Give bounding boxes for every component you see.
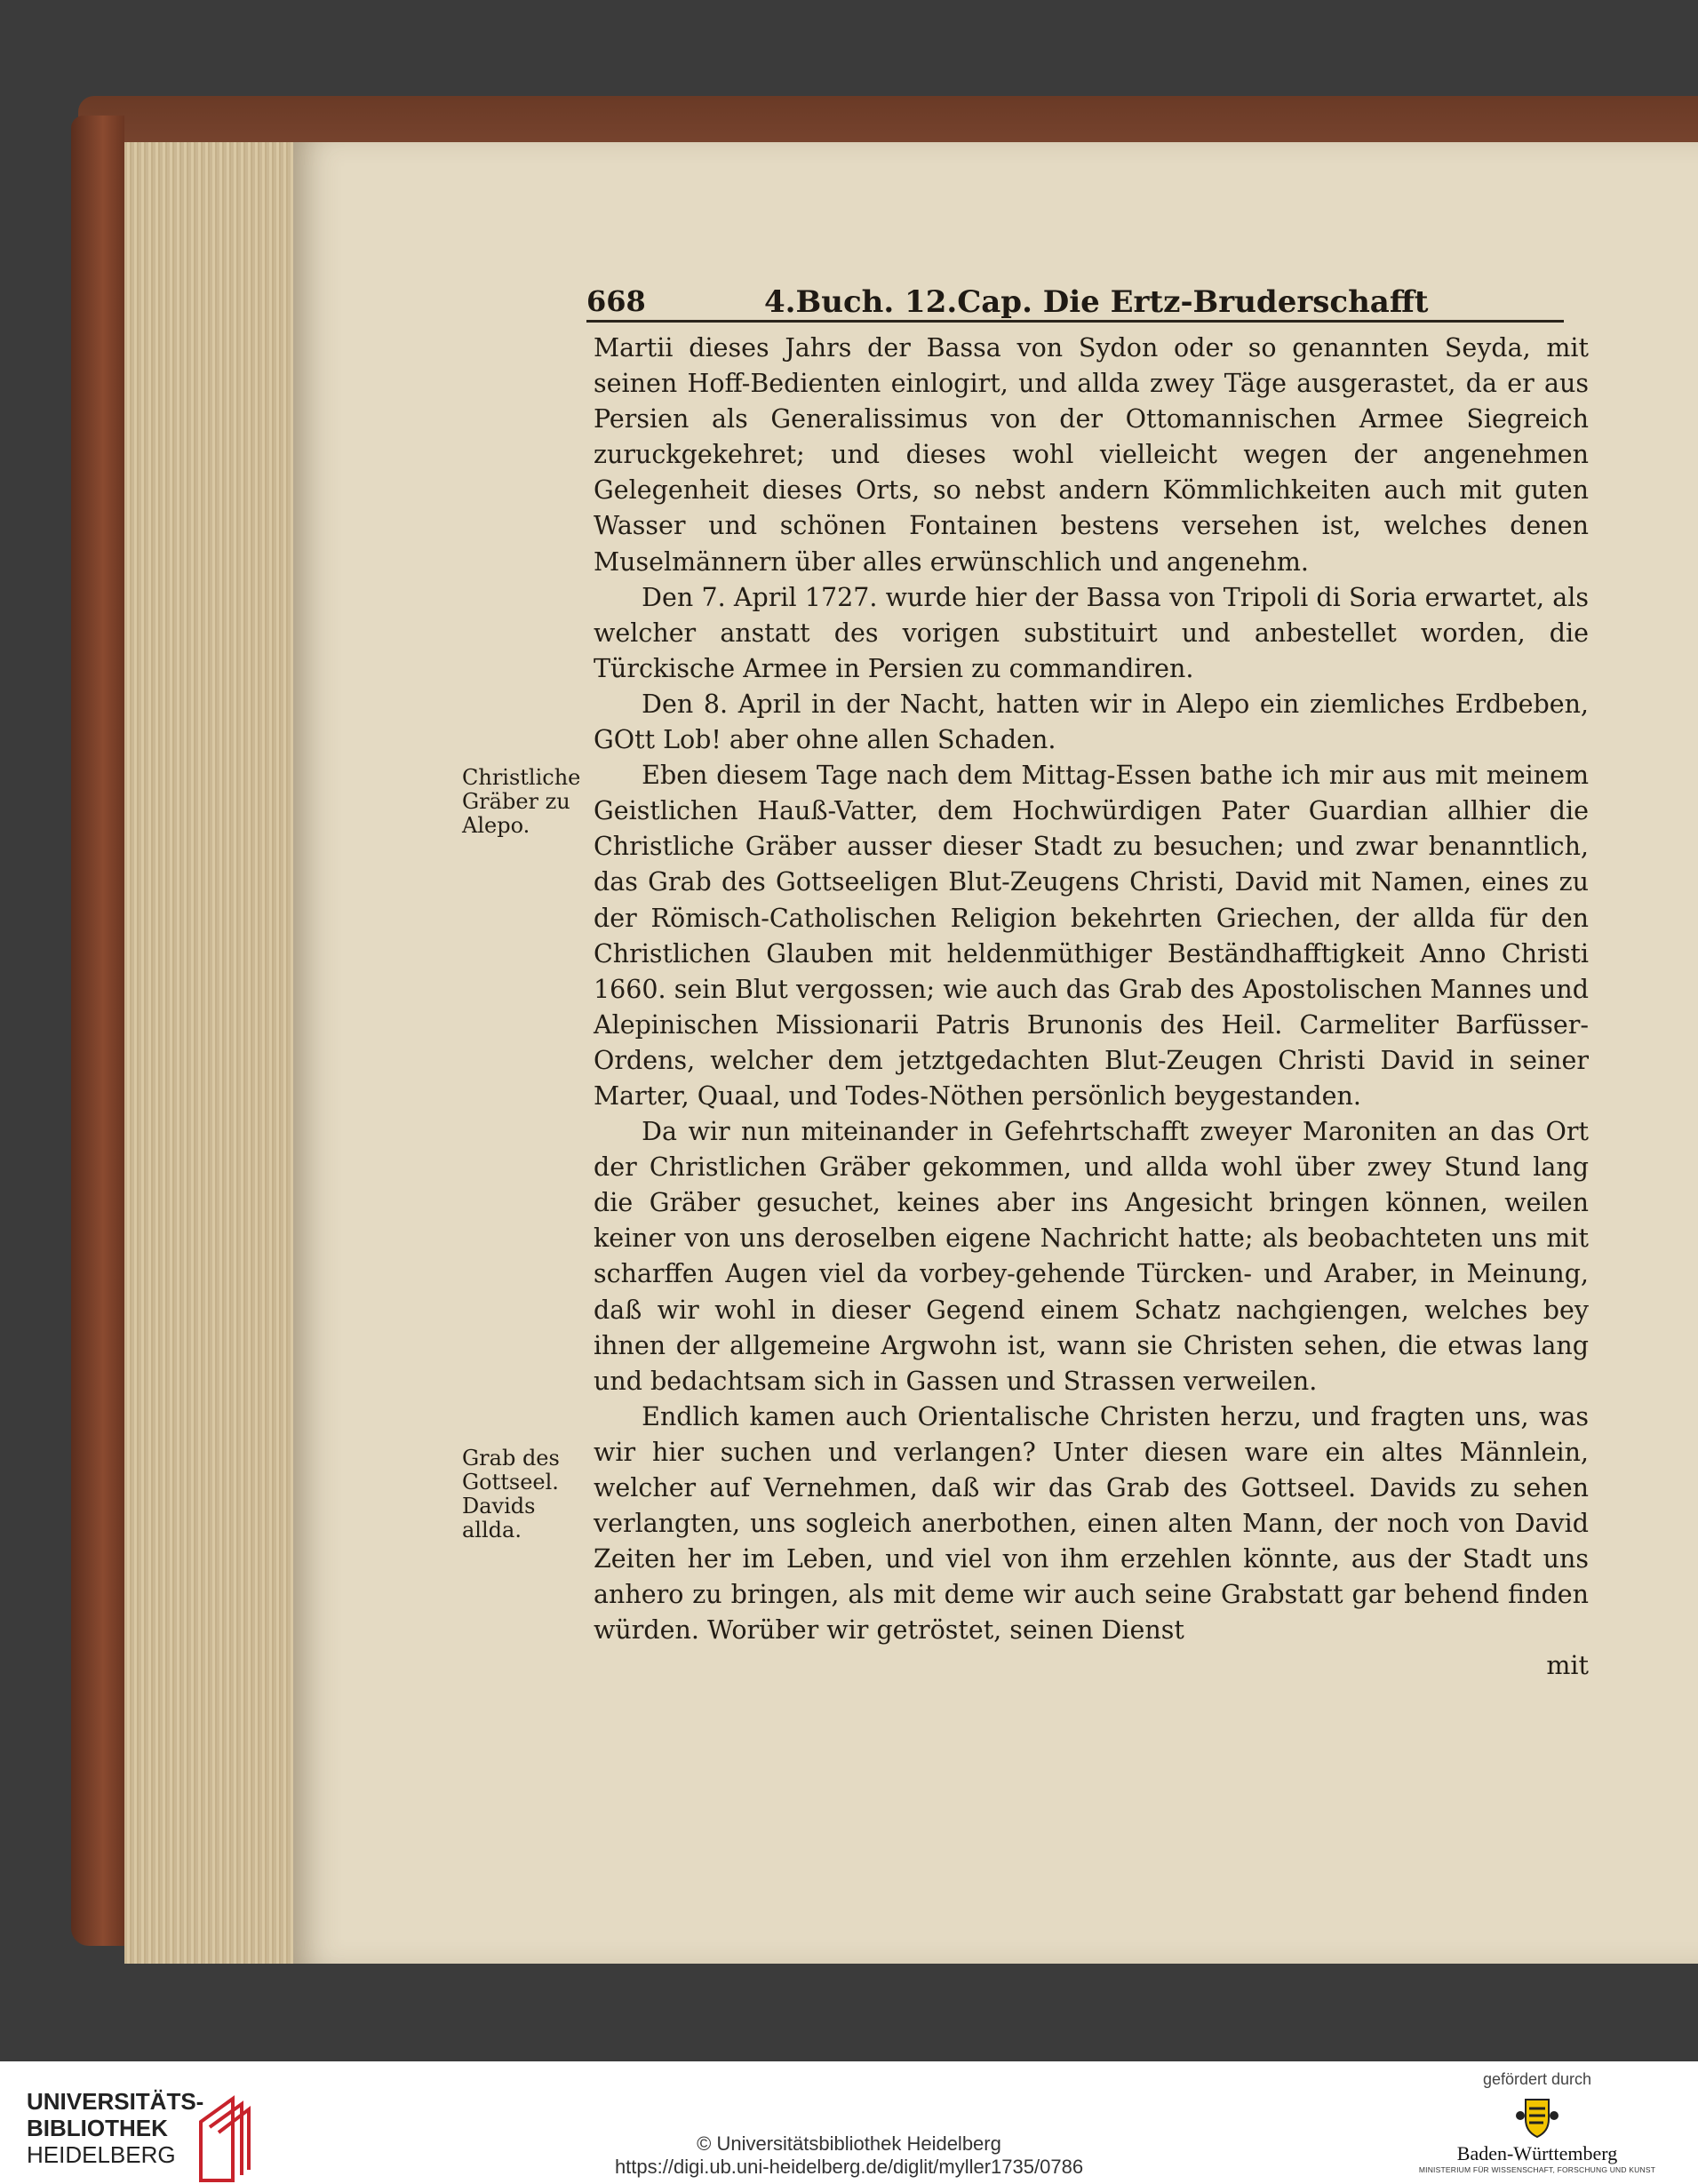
margin-note: Christliche Gräber zu Alepo.: [462, 765, 581, 838]
coat-of-arms-icon: [1513, 2092, 1561, 2140]
footer-bar: [0, 2061, 1698, 2184]
page-number: 668: [586, 284, 646, 318]
funded-by-label: gefördert durch: [1482, 2070, 1592, 2088]
catchword: mit: [1546, 1651, 1589, 1681]
permalink-url[interactable]: https://digi.ub.uni-heidelberg.de/diglit/myller1735/0786: [614, 2156, 1084, 2178]
paragraph: Da wir nun miteinander in Gefehrtschafft zweyer Maroniten an das Ort der Christlichen Gräber gekommen, und allda wohl über zwey Stund lang die Gräber gesuchet, keines aber ins Angesicht bringen können, weilen keiner von uns deroselben eigene Nachricht hatte; als beobachteten uns mit scharffen Augen viel da vorbey-gehende Türcken- und Araber, in Meinung, daß wir wohl in dieser Gegend einem Schatz nachgiengen, welches bey ihnen der allgemeine Argwohn ist, wann sie Christen sehen, die etwas lang und bedachtsam sich in Gassen und Strassen verweilen.: [594, 1117, 1589, 1396]
body-text: [594, 331, 1589, 1685]
funder-name: Baden-Württemberg: [1456, 2142, 1618, 2164]
paragraph: Eben diesem Tage nach dem Mittag-Essen bathe ich mir aus mit meinem Geistlichen Hauß-Vatter, dem Hochwürdigen Pater Guardian allhier die Christliche Gräber ausser dieser Stadt zu besuchen; und zwar benanntlich, das Grab des Gottseeligen Blut-Zeugens Christi, David mit Namen, eines zu der Römisch-Catholischen Religion bekehrten Griechen, der allda für den Christlichen Glauben mit heldenmüthiger Beständhafftigkeit Anno Christi 1660. sein Blut vergossen; wie auch das Grab des Apostolischen Mannes und Alepinischen Missionarii Patris Brunonis des Heil. Carmeliter Barfüsser-Ordens, welcher dem jetztgedachten Blut-Zeugen Christi David in seiner Marter, Quaal, und Todes-Nöthen persönlich beygestanden.: [594, 761, 1589, 1111]
funding-block: [1404, 2070, 1670, 2174]
margin-note: Grab des Gottseel. Davids allda.: [462, 1446, 560, 1542]
header-rule: [586, 320, 1564, 323]
library-line: HEIDELBERG: [27, 2141, 176, 2168]
page-edges: [124, 142, 302, 1964]
paragraph: Den 8. April in der Nacht, hatten wir in Alepo ein ziemliches Erdbeben, GOtt Lob! aber ohne allen Schaden.: [594, 689, 1589, 755]
paragraph: Martii dieses Jahrs der Bassa von Sydon oder so genannten Seyda, mit seinen Hoff-Bedienten einlogirt, und allda zwey Täge ausgerastet, da er aus Persien als Generalissimus von der Ottomannischen Armee Siegreich zuruckgekehret; und dieses wohl vielleicht wegen der angenehmen Gelegenheit dieses Orts, so nebst andern Kömmlichkeiten auch mit guten Wasser und schönen Fontainen bestens versehen ist, welches denen Muselmännern über alles erwünschlich und angenehm.: [594, 333, 1589, 577]
running-head: 4.Buch. 12.Cap. Die Ertz-Bruderschafft: [764, 284, 1429, 320]
funder-subtitle: MINISTERIUM FÜR WISSENSCHAFT, FORSCHUNG UND KUNST: [1418, 2165, 1656, 2174]
paragraph: Den 7. April 1727. wurde hier der Bassa von Tripoli di Soria erwartet, als welcher anstatt des vorigen substituirt und anbestellet worden, die Türckische Armee in Persien zu commandiren.: [594, 582, 1589, 683]
leather-cover-spine: [71, 116, 124, 1946]
library-line: UNIVERSITÄTS-: [27, 2088, 204, 2115]
library-line: BIBLIOTHEK: [27, 2115, 168, 2141]
copyright-text: © Universitätsbibliothek Heidelberg: [697, 2132, 1001, 2155]
paragraph: Endlich kamen auch Orientalische Christen herzu, und fragten uns, was wir hier suchen und verlangen? Unter diesen ware ein altes Männlein, welcher auf Vernehmen, daß wir das Grab des Gottseel. Davids zu sehen verlangten, uns sogleich anerbothen, einen alten Mann, der noch von David Zeiten her im Leben, und viel von ihm erzehlen könnte, aus der Stadt uns anhero zu bringen, als mit deme wir auch seine Grabstatt gar behend finden würden. Worüber wir getröstet, seinen Dienst: [594, 1401, 1589, 1646]
